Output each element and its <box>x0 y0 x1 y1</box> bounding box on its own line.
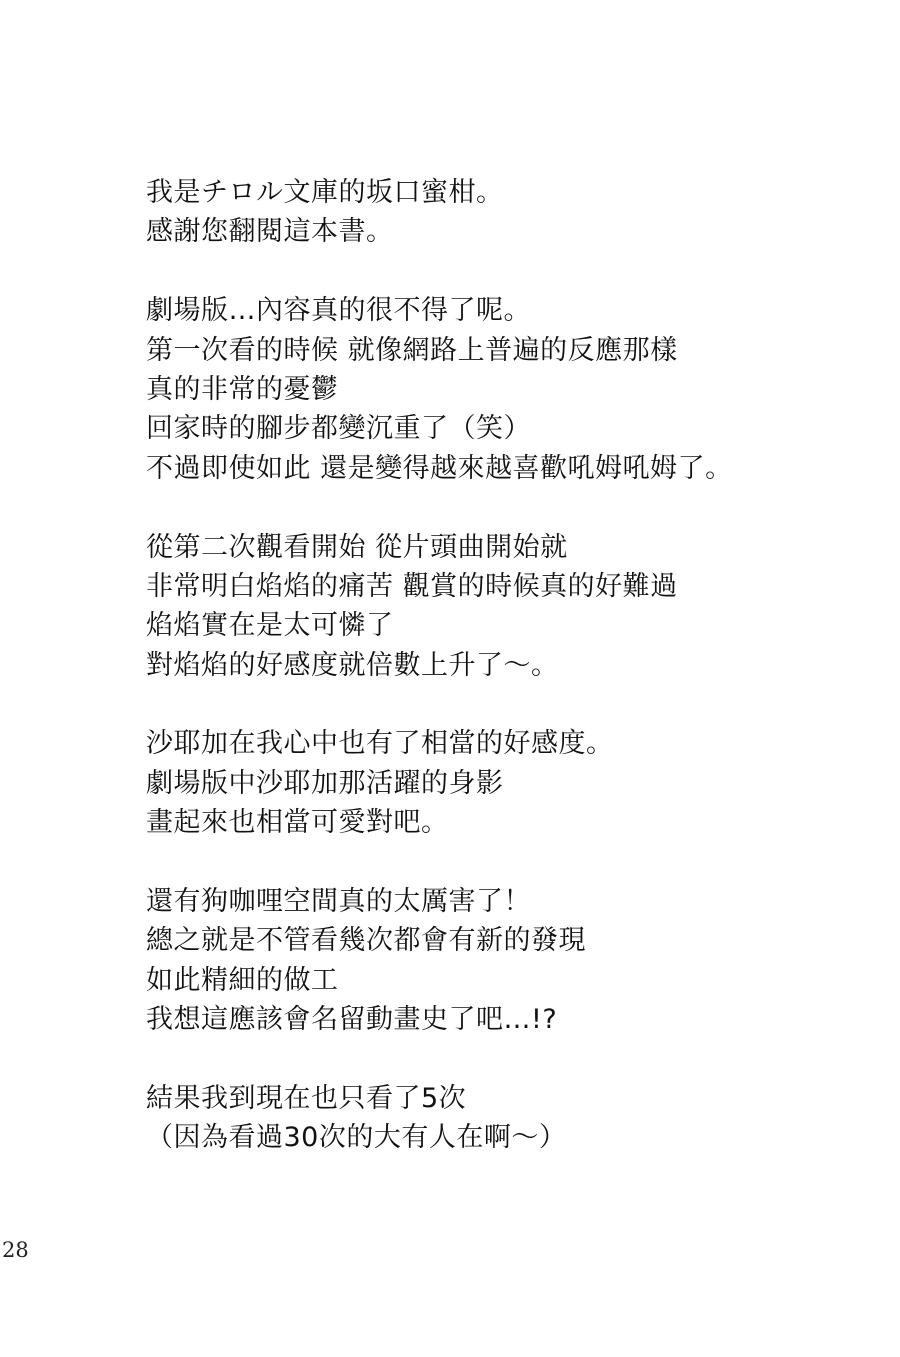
text-line: 從第二次觀看開始 從片頭曲開始就 <box>146 531 568 563</box>
text-line: 如此精細的做工 <box>146 964 339 996</box>
text-line: 總之就是不管看幾次都會有新的發現 <box>146 925 586 957</box>
text-line: 非常明白焰焰的痛苦 觀賞的時候真的好難過 <box>146 570 678 602</box>
paragraph-gap <box>146 1040 866 1079</box>
text-line: （因為看過30次的大有人在啊～） <box>146 1122 567 1154</box>
page-number: 28 <box>2 1238 29 1262</box>
text-line: 第一次看的時候 就像網路上普遍的反應那樣 <box>146 334 678 366</box>
afterword-text <box>146 173 866 1158</box>
text-line: 還有狗咖哩空間真的太厲害了！ <box>146 886 531 918</box>
text-line: 對焰焰的好感度就倍數上升了～。 <box>146 649 559 681</box>
text-line: 我是チロル文庫的坂口蜜柑。 <box>146 177 504 208</box>
text-line: 劇場版中沙耶加那活躍的身影 <box>146 767 504 799</box>
text-line: 結果我到現在也只看了5次 <box>146 1082 467 1114</box>
text-line: 劇場版…內容真的很不得了呢。 <box>146 295 531 327</box>
text-line: 沙耶加在我心中也有了相當的好感度。 <box>146 728 614 760</box>
text-line: 我想這應該會名留動畫史了吧…!? <box>146 1004 558 1036</box>
text-line: 感謝您翻閱這本書。 <box>146 216 394 248</box>
paragraph-gap <box>146 843 866 882</box>
text-line: 不過即使如此 還是變得越來越喜歡吼姆吼姆了。 <box>146 452 733 484</box>
paragraph-gap <box>146 488 866 527</box>
text-line: 回家時的腳步都變沉重了（笑） <box>146 413 531 445</box>
text-line: 畫起來也相當可愛對吧。 <box>146 807 449 839</box>
paragraph-gap <box>146 685 866 724</box>
text-line: 真的非常的憂鬱 <box>146 373 339 405</box>
paragraph-gap <box>146 252 866 291</box>
text-line: 焰焰實在是太可憐了 <box>146 610 394 642</box>
